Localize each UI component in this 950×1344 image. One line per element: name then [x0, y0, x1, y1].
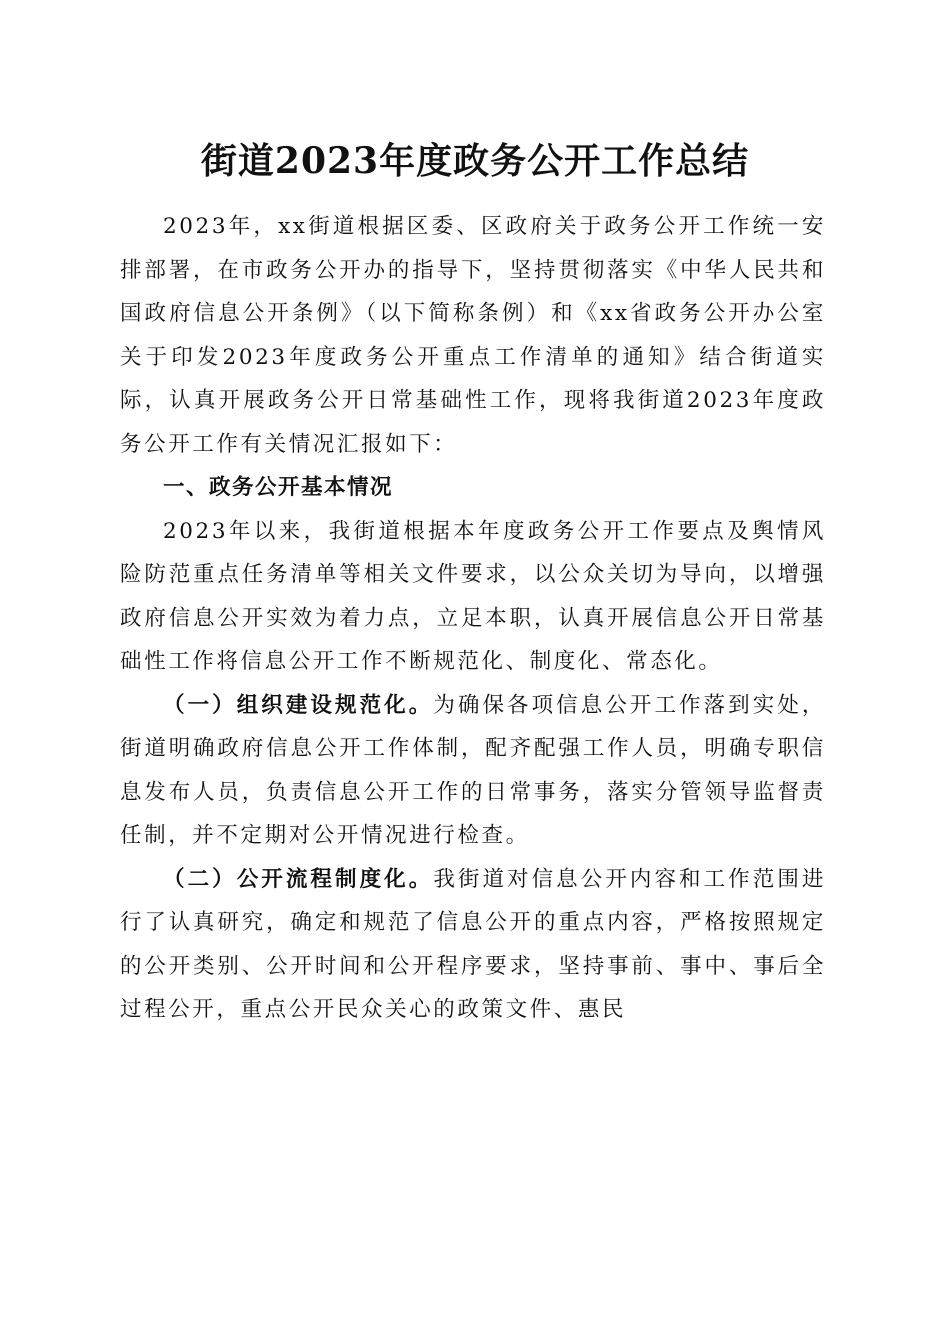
section-heading: 一、政务公开基本情况 [163, 475, 394, 500]
document-title: 街道2023年度政务公开工作总结 [200, 140, 750, 182]
item-lead-2: （二）公开流程制度化。 [163, 866, 434, 892]
item-text-1: 为确保各项信息公开工作落到实处，街道明确政府信息公开工作体制，配齐配强工作人员，明确专职信息发布人员，负责信息公开工作的日常事务，落实分管领导监督责任制，并不定期对公开情况进行检查。 [120, 692, 826, 848]
item-text-2: 我街道对信息公开内容和工作范围进行了认真研究，确定和规范了信息公开的重点内容，严格按照规定的公开类别、公开时间和公开程序要求，坚持事前、事中、事后全过程公开，重点公开民众关心的政策文件、惠民 [120, 866, 826, 1022]
summary-paragraph: 2023年以来，我街道根据本年度政务公开工作要点及舆情风险防范重点任务清单等相关文件要求，以公众关切为导向，以增强政府信息公开实效为着力点，立足本职，认真开展信息公开日常基础性工作将信息公开工作不断规范化、制度化、常态化。 [120, 518, 826, 674]
intro-paragraph: 2023年，xx街道根据区委、区政府关于政务公开工作统一安排部署，在市政务公开办的指导下，坚持贯彻落实《中华人民共和国政府信息公开条例》（以下简称条例）和《xx省政务公开办公室关于印发2023年度政务公开重点工作清单的通知》结合街道实际，认真开展政务公开日常基础性工作，现将我街道2023年度政务公开工作有关情况汇报如下： [120, 214, 826, 457]
item-paragraph-2 [120, 858, 826, 1032]
item-paragraph-1 [120, 684, 826, 858]
document-body [120, 205, 826, 1032]
item-lead-1: （一）组织建设规范化。 [163, 692, 434, 718]
